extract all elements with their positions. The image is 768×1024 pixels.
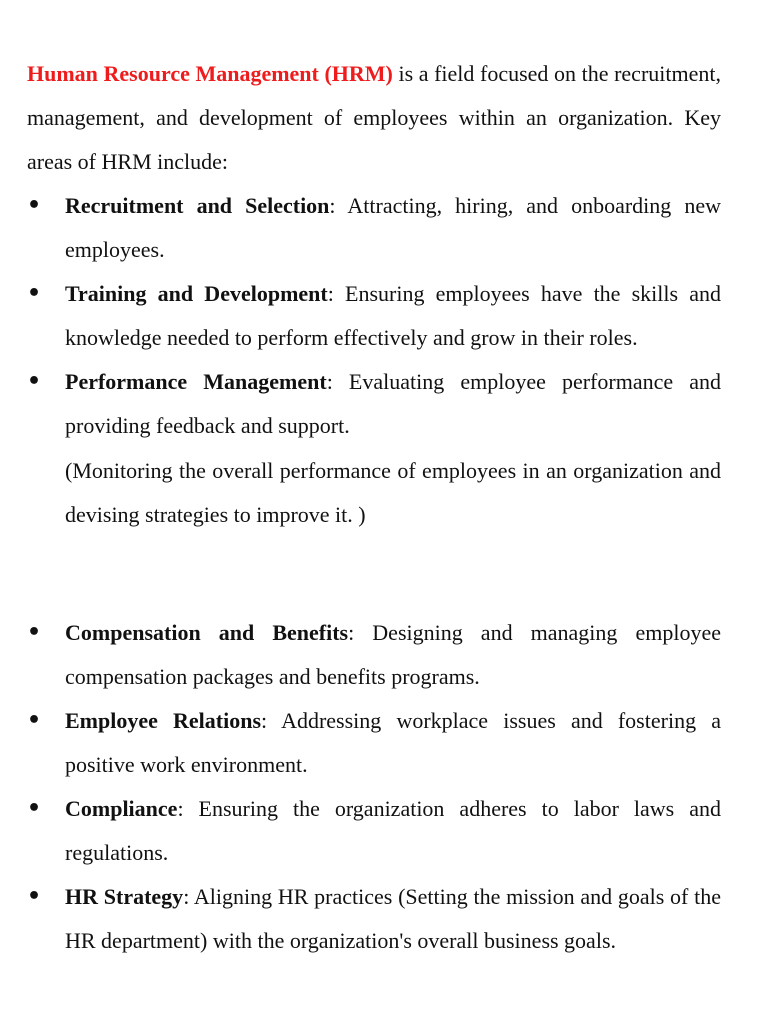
bullet-icon: •: [27, 796, 42, 821]
item-term: Training and Development: [65, 281, 328, 306]
spacer: [65, 537, 721, 611]
list-item-performance: [27, 360, 721, 611]
item-desc: : Ensuring the organization adheres to labor laws and regulations.: [65, 796, 721, 865]
item-desc: : Attracting, hiring, and onboarding new employees.: [65, 193, 721, 262]
bullet-icon: •: [27, 369, 42, 394]
bullet-icon: •: [27, 708, 42, 733]
list-item-training: [27, 272, 721, 360]
item-term: Performance Management: [65, 369, 327, 394]
intro-paragraph: [27, 52, 721, 184]
item-term: HR Strategy: [65, 884, 184, 909]
hrm-highlight: Human Resource Management (HRM): [27, 61, 393, 86]
bullet-icon: •: [27, 884, 42, 909]
list-item-hr-strategy: [27, 875, 721, 963]
item-term: Employee Relations: [65, 708, 262, 733]
item-term: Compliance: [65, 796, 178, 821]
item-desc: : Addressing workplace issues and fostering a positive work environment.: [65, 708, 721, 777]
bullet-icon: •: [27, 193, 42, 218]
intro-text: is a field focused on the recruitment, management, and development of employees within an organization. Key areas of HRM include:: [27, 61, 721, 174]
list-item-compensation: [27, 611, 721, 699]
item-desc: : Evaluating employee performance and providing feedback and support.: [65, 369, 721, 438]
item-term: Compensation and Benefits: [65, 620, 349, 645]
item-note: (Monitoring the overall performance of employees in an organization and devising strategies to improve it. ): [65, 458, 721, 527]
hrm-areas-list: [27, 184, 721, 963]
bullet-icon: •: [27, 620, 42, 645]
list-item-employee-relations: [27, 699, 721, 787]
list-item-compliance: [27, 787, 721, 875]
item-desc: : Ensuring employees have the skills and knowledge needed to perform effectively and grow in their roles.: [65, 281, 722, 350]
item-desc: : Aligning HR practices (Setting the mission and goals of the HR department) with the organization's overall business goals.: [65, 884, 722, 953]
bullet-icon: •: [27, 281, 42, 306]
list-item-recruitment: [27, 184, 721, 272]
item-term: Recruitment and Selection: [65, 193, 330, 218]
item-desc: : Designing and managing employee compensation packages and benefits programs.: [65, 620, 722, 689]
